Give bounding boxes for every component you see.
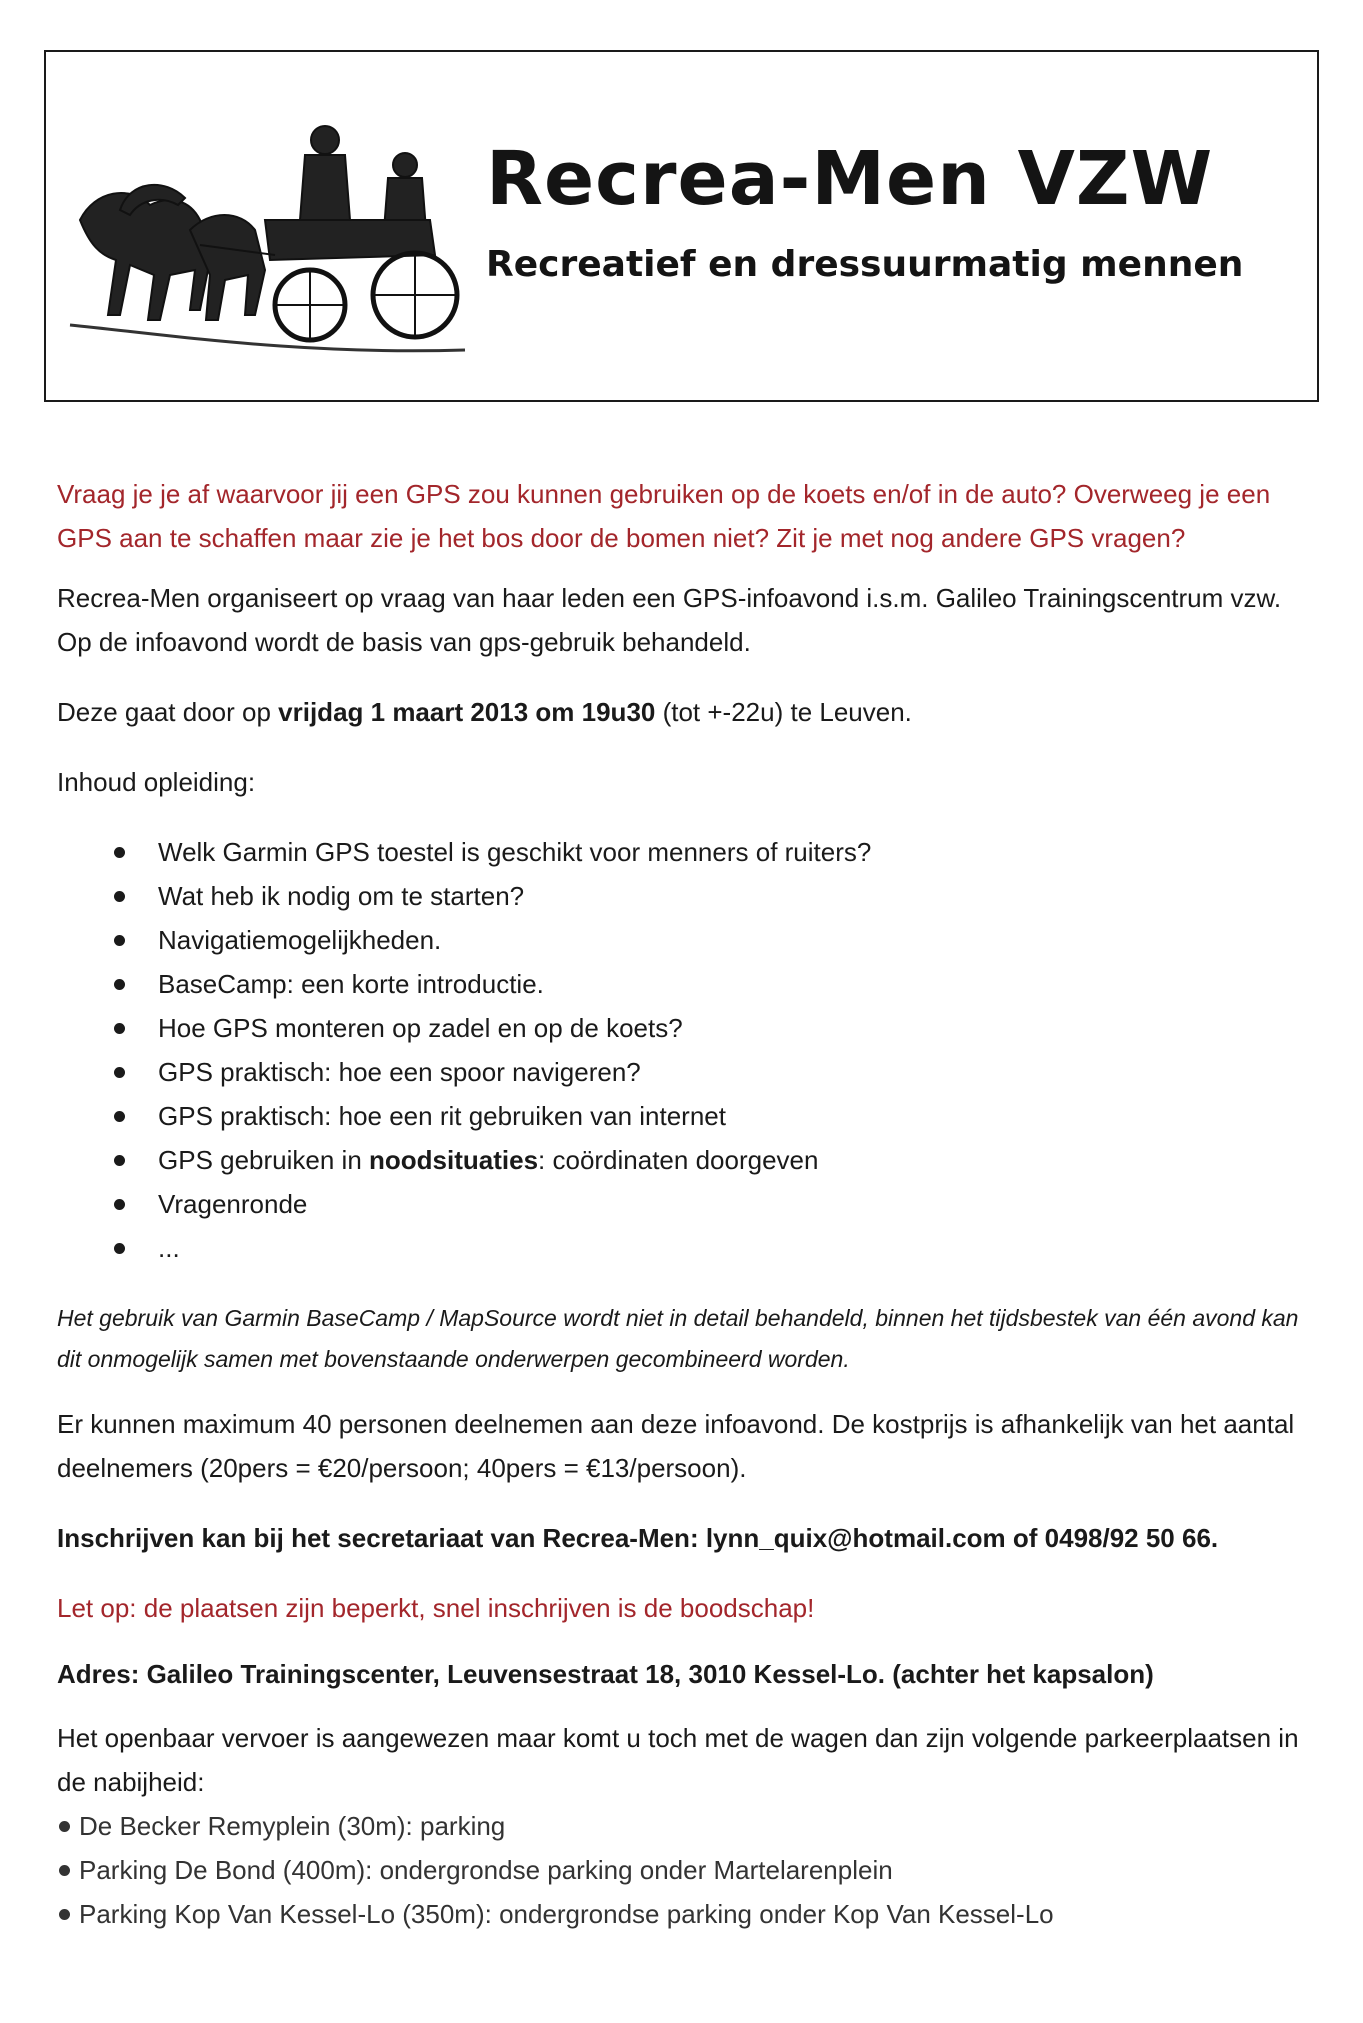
- bullet-icon: [114, 935, 125, 946]
- horse-carriage-logo-icon: [50, 70, 470, 370]
- registration-paragraph: Inschrijven kan bij het secretariaat van Recrea-Men: lynn_quix@hotmail.com of 0498/92 50 66.: [57, 1523, 1219, 1553]
- parking-text: De Becker Remyplein (30m): parking: [79, 1811, 506, 1841]
- bullet-icon: [114, 979, 125, 990]
- bullet-icon: [114, 1023, 125, 1034]
- topic-bold: noodsituaties: [369, 1145, 539, 1175]
- topic-text: BaseCamp: een korte introductie.: [158, 969, 544, 999]
- parking-list: [57, 1804, 1307, 1936]
- topic-text: GPS praktisch: hoe een spoor navigeren?: [158, 1057, 641, 1087]
- list-item: [114, 1050, 1307, 1094]
- bullet-icon: [114, 847, 125, 858]
- list-item: [114, 918, 1307, 962]
- list-item: [114, 1226, 1307, 1270]
- topic-text: Vragenronde: [158, 1189, 308, 1219]
- list-item: [57, 1804, 1307, 1848]
- capacity-paragraph: Er kunnen maximum 40 personen deelnemen aan deze infoavond. De kostprijs is afhankelijk van het aantal deelnemers (20pers = €20/persoon; 40pers = €13/persoon).: [57, 1409, 1295, 1483]
- list-item: [57, 1892, 1307, 1936]
- warning-paragraph: Let op: de plaatsen zijn beperkt, snel inschrijven is de boodschap!: [57, 1593, 815, 1623]
- address-paragraph: Adres: Galileo Trainingscenter, Leuvensestraat 18, 3010 Kessel-Lo. (achter het kapsalon): [57, 1659, 1154, 1689]
- bullet-icon: [114, 891, 125, 902]
- bullet-icon: [59, 1909, 70, 1920]
- organise-paragraph: Recrea-Men organiseert op vraag van haar leden een GPS-infoavond i.s.m. Galileo Trainingscentrum vzw. Op de infoavond wordt de basis van gps-gebruik behandeld.: [57, 583, 1282, 657]
- contents-heading: Inhoud opleiding:: [57, 767, 256, 797]
- list-item: [114, 1094, 1307, 1138]
- topic-prefix: GPS gebruiken in: [158, 1145, 370, 1175]
- topic-text: ...: [158, 1233, 180, 1263]
- list-item: [114, 1006, 1307, 1050]
- parking-text: Parking De Bond (400m): ondergrondse parking onder Martelarenplein: [79, 1855, 893, 1885]
- topics-list: [57, 830, 1307, 1270]
- organisation-title: Recrea-Men VZW: [486, 136, 1214, 222]
- date-suffix: (tot +-22u) te Leuven.: [655, 697, 912, 727]
- topic-text: Navigatiemogelijkheden.: [158, 925, 442, 955]
- list-item: [114, 830, 1307, 874]
- document-body: [57, 472, 1307, 1936]
- bullet-icon: [114, 1067, 125, 1078]
- basecamp-note: Het gebruik van Garmin BaseCamp / MapSource wordt niet in detail behandeld, binnen het tijdsbestek van één avond kan dit onmogelijk samen met bovenstaande onderwerpen gecombineerd worden.: [57, 1305, 1299, 1372]
- bullet-icon: [114, 1243, 125, 1254]
- bullet-icon: [59, 1865, 70, 1876]
- parking-intro: Het openbaar vervoer is aangewezen maar komt u toch met de wagen dan zijn volgende parkeerplaatsen in de nabijheid:: [57, 1723, 1299, 1797]
- list-item: [114, 1138, 1307, 1182]
- topic-text: Hoe GPS monteren op zadel en op de koets?: [158, 1013, 683, 1043]
- topic-text: Welk Garmin GPS toestel is geschikt voor menners of ruiters?: [158, 837, 872, 867]
- bullet-icon: [59, 1821, 70, 1832]
- date-prefix: Deze gaat door op: [57, 697, 279, 727]
- list-item: [114, 962, 1307, 1006]
- date-paragraph: [57, 690, 1307, 734]
- bullet-icon: [114, 1111, 125, 1122]
- bullet-icon: [114, 1155, 125, 1166]
- list-item: [114, 874, 1307, 918]
- topic-text: Wat heb ik nodig om te starten?: [158, 881, 525, 911]
- date-bold: vrijdag 1 maart 2013 om 19u30: [278, 697, 656, 727]
- topic-suffix: : coördinaten doorgeven: [538, 1145, 819, 1175]
- list-item: [114, 1182, 1307, 1226]
- intro-paragraph: Vraag je je af waarvoor jij een GPS zou kunnen gebruiken op de koets en/of in de auto? Overweeg je een GPS aan te schaffen maar zie je het bos door de bomen niet? Zit je met nog andere GPS vragen?: [57, 479, 1271, 553]
- parking-text: Parking Kop Van Kessel-Lo (350m): ondergrondse parking onder Kop Van Kessel-Lo: [79, 1899, 1054, 1929]
- bullet-icon: [114, 1199, 125, 1210]
- list-item: [57, 1848, 1307, 1892]
- topic-text: GPS praktisch: hoe een rit gebruiken van internet: [158, 1101, 726, 1131]
- organisation-subtitle: Recreatief en dressuurmatig mennen: [486, 244, 1244, 285]
